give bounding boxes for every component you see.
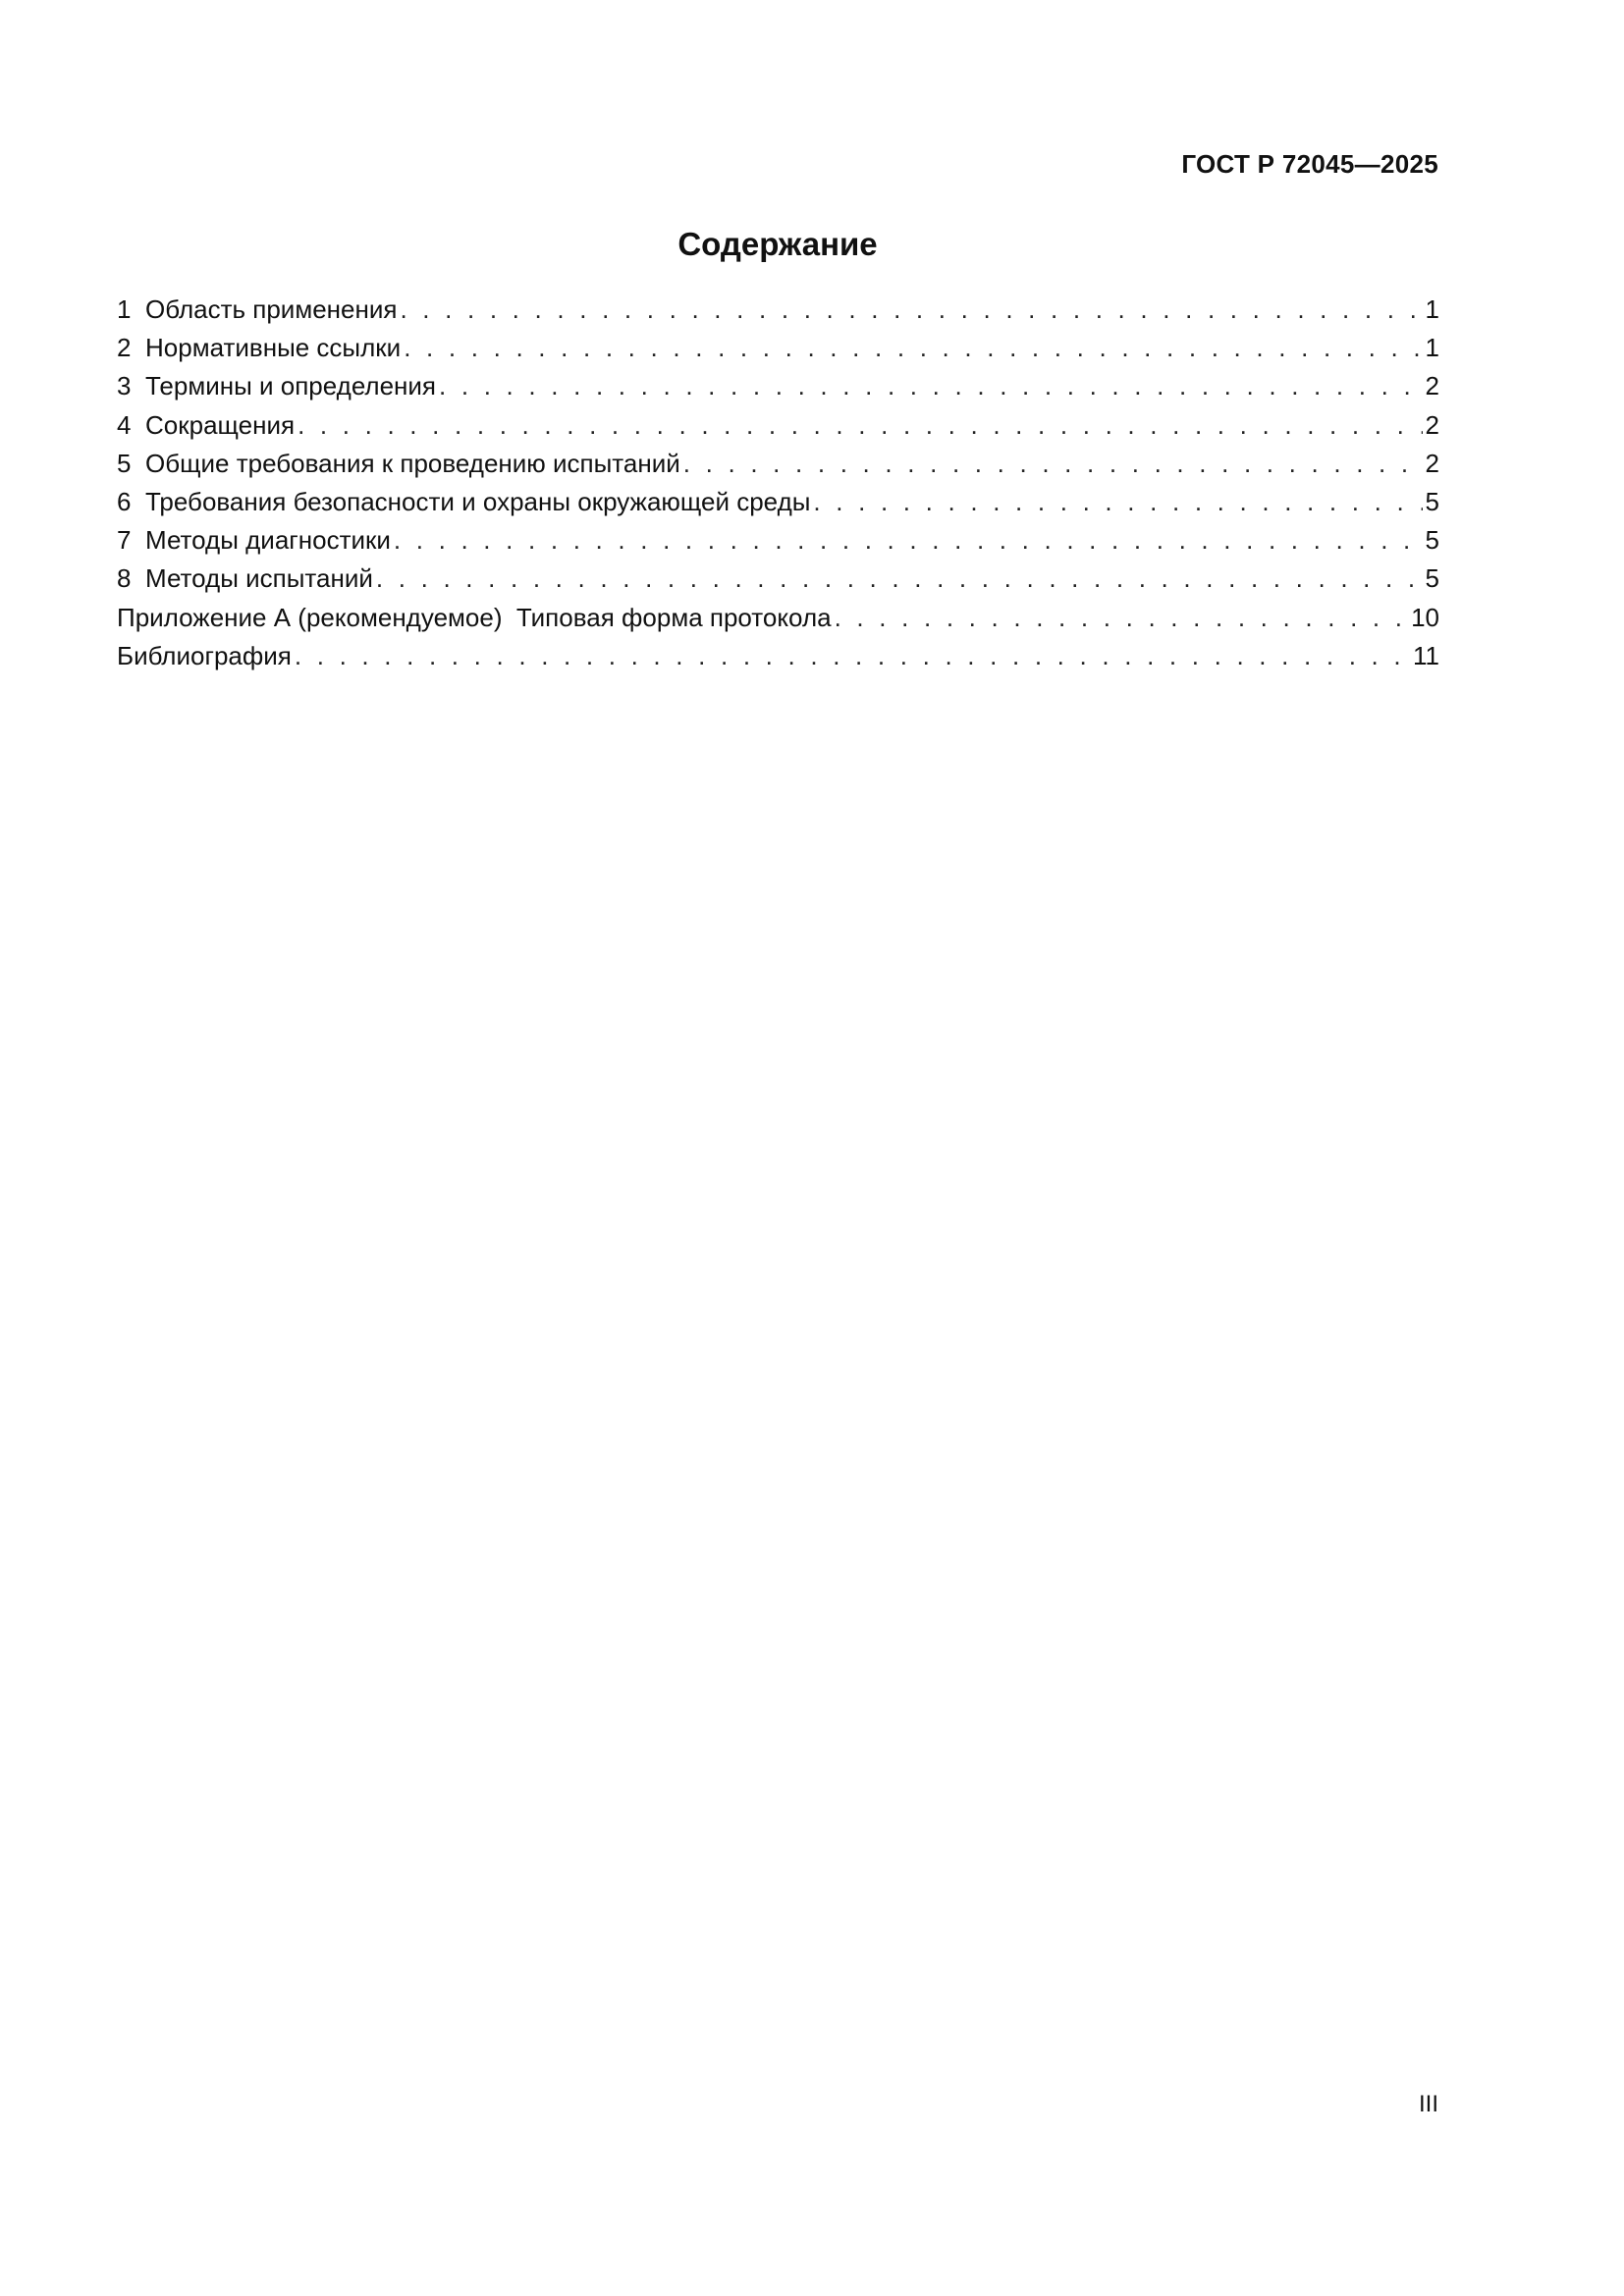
toc-dot-leader bbox=[439, 367, 1423, 405]
toc-entry-page: 2 bbox=[1425, 409, 1439, 440]
toc-dot-leader bbox=[813, 483, 1422, 521]
toc-entry-appendix-a[interactable] bbox=[117, 599, 1439, 637]
toc-entry-terms[interactable] bbox=[117, 367, 1439, 405]
toc-entry-title: Библиография bbox=[117, 640, 292, 670]
toc-entry-page: 5 bbox=[1425, 563, 1439, 594]
toc-entry-title: Требования безопасности и охраны окружающей среды bbox=[145, 486, 811, 516]
toc-entry-page: 10 bbox=[1411, 602, 1439, 632]
toc-entry-number: 2 bbox=[117, 333, 132, 363]
toc-entry-page: 5 bbox=[1425, 525, 1439, 556]
toc-entry-number: 1 bbox=[117, 294, 132, 324]
toc-dot-leader bbox=[404, 329, 1422, 367]
toc-entry-title: Общие требования к проведению испытаний bbox=[145, 448, 680, 478]
toc-entry-page: 1 bbox=[1425, 333, 1439, 363]
document-code: ГОСТ Р 72045—2025 bbox=[1181, 149, 1438, 179]
toc-entry-diagnostic-methods[interactable] bbox=[117, 521, 1439, 560]
toc-entry-number: 5 bbox=[117, 448, 132, 478]
toc-entry-number: 4 bbox=[117, 409, 132, 440]
page-number: III bbox=[1418, 2091, 1438, 2117]
toc-entry-safety-requirements[interactable] bbox=[117, 483, 1439, 521]
toc-entry-title: Область применения bbox=[145, 294, 398, 324]
toc-dot-leader bbox=[835, 599, 1409, 637]
toc-dot-leader bbox=[400, 291, 1422, 329]
toc-heading: Содержание bbox=[677, 226, 878, 262]
toc-entry-page: 1 bbox=[1425, 294, 1439, 324]
toc-entry-page: 11 bbox=[1413, 640, 1439, 670]
toc-entry-normative-references[interactable] bbox=[117, 329, 1439, 367]
toc-entry-page: 2 bbox=[1425, 448, 1439, 478]
toc-entry-page: 2 bbox=[1425, 371, 1439, 401]
toc-entry-number: 7 bbox=[117, 525, 132, 556]
toc-entry-title: Приложение А (рекомендуемое) Типовая форма протокола bbox=[117, 602, 832, 632]
toc-entry-page: 5 bbox=[1425, 486, 1439, 516]
toc-dot-leader bbox=[683, 445, 1423, 483]
toc-entry-title: Сокращения bbox=[145, 409, 296, 440]
toc-entry-test-methods[interactable] bbox=[117, 560, 1439, 598]
toc-entry-number: 3 bbox=[117, 371, 132, 401]
toc-entry-title: Методы испытаний bbox=[145, 563, 373, 594]
toc-entry-number: 8 bbox=[117, 563, 132, 594]
table-of-contents bbox=[117, 291, 1439, 675]
toc-entry-title: Нормативные ссылки bbox=[145, 333, 402, 363]
toc-entry-bibliography[interactable] bbox=[117, 637, 1439, 675]
toc-dot-leader bbox=[295, 637, 1410, 675]
toc-entry-title: Методы диагностики bbox=[145, 525, 391, 556]
toc-entry-abbreviations[interactable] bbox=[117, 406, 1439, 445]
toc-entry-number: 6 bbox=[117, 486, 132, 516]
toc-dot-leader bbox=[394, 521, 1423, 560]
toc-entry-general-requirements[interactable] bbox=[117, 445, 1439, 483]
toc-dot-leader bbox=[298, 406, 1422, 445]
toc-entry-scope[interactable] bbox=[117, 291, 1439, 329]
toc-dot-leader bbox=[376, 560, 1423, 598]
toc-entry-title: Термины и определения bbox=[145, 371, 437, 401]
